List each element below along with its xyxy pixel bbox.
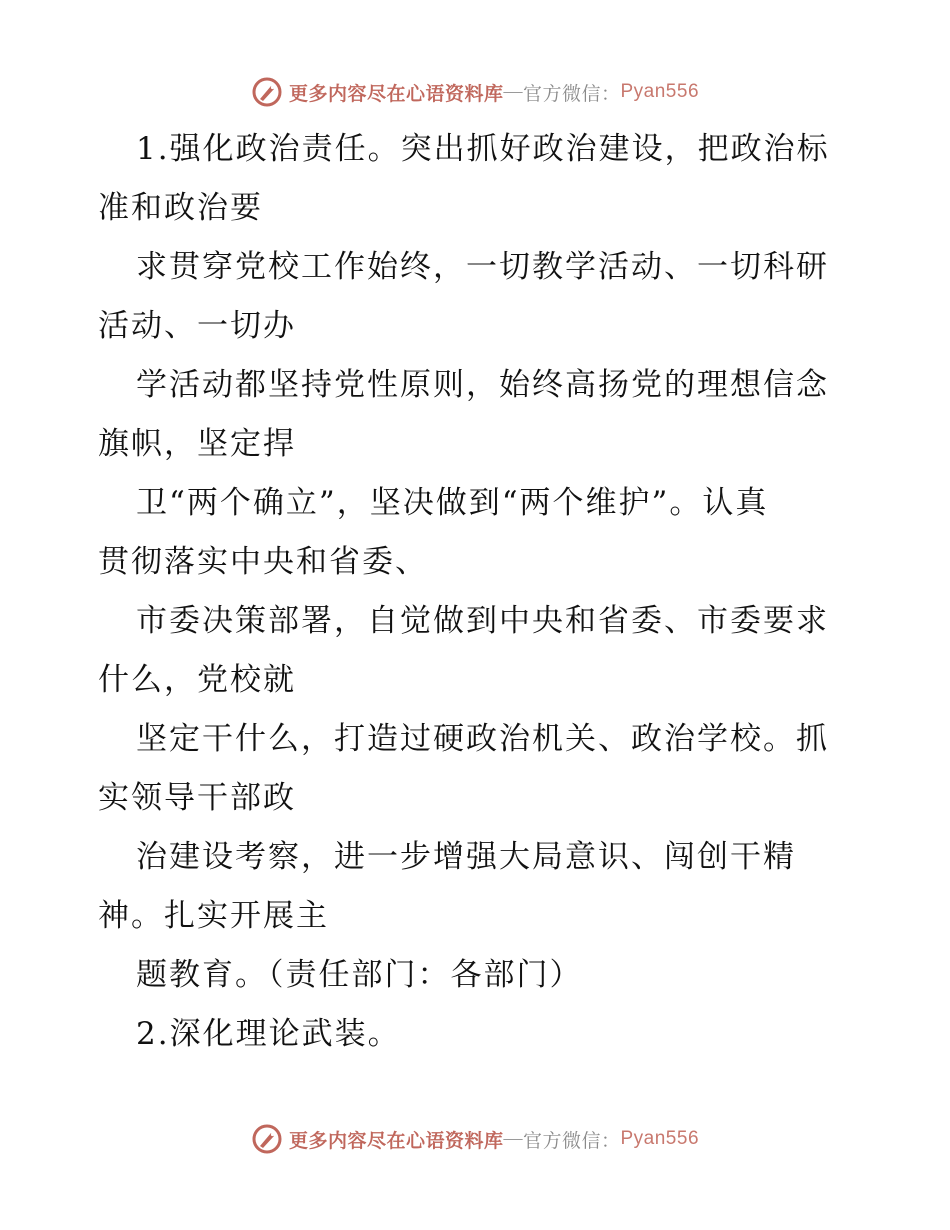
body-line: 实领导干部政 — [98, 780, 296, 816]
body-line: 活动、一切办 — [98, 308, 296, 344]
footer-watermark — [0, 1119, 950, 1159]
body-line: 什么，党校就 — [98, 662, 296, 698]
body-line: 求贯穿党校工作始终，一切教学活动、一切科研 — [136, 249, 829, 285]
watermark-dash: — — [503, 1128, 523, 1149]
body-line: 神。扎实开展主 — [98, 898, 329, 934]
watermark-wechat-id: Pyan556 — [620, 1128, 700, 1149]
body-line: 坚定干什么，打造过硬政治机关、政治学校。抓 — [136, 721, 829, 757]
watermark-brand-text: 更多内容尽在心语资料库 — [288, 1130, 504, 1152]
watermark-wechat-id: Pyan556 — [620, 81, 700, 102]
body-line: 学活动都坚持党性原则，始终高扬党的理想信念 — [136, 367, 829, 403]
watermark-dash: — — [503, 81, 523, 102]
header-watermark — [0, 72, 950, 112]
body-line: 贯彻落实中央和省委、 — [98, 544, 428, 580]
document-body — [98, 120, 858, 1064]
body-line: 准和政治要 — [98, 190, 263, 226]
watermark-wechat-label: 官方微信： — [522, 1130, 621, 1152]
pen-nib-circle-icon — [251, 76, 283, 108]
pen-nib-circle-icon — [251, 1123, 283, 1155]
body-line: 市委决策部署，自觉做到中央和省委、市委要求 — [136, 603, 829, 639]
watermark-wechat-label: 官方微信： — [522, 83, 621, 105]
body-line: 旗帜，坚定捍 — [98, 426, 296, 462]
body-line: 1.强化政治责任。突出抓好政治建设，把政治标 — [136, 131, 830, 167]
watermark-brand-text: 更多内容尽在心语资料库 — [288, 83, 504, 105]
body-line: 题教育。（责任部门：各部门） — [136, 957, 583, 993]
body-line: 卫“两个确立”，坚决做到“两个维护”。认真 — [136, 485, 769, 521]
body-line: 治建设考察，进一步增强大局意识、闯创干精 — [136, 839, 796, 875]
body-line: 2.深化理论武装。 — [136, 1016, 401, 1052]
